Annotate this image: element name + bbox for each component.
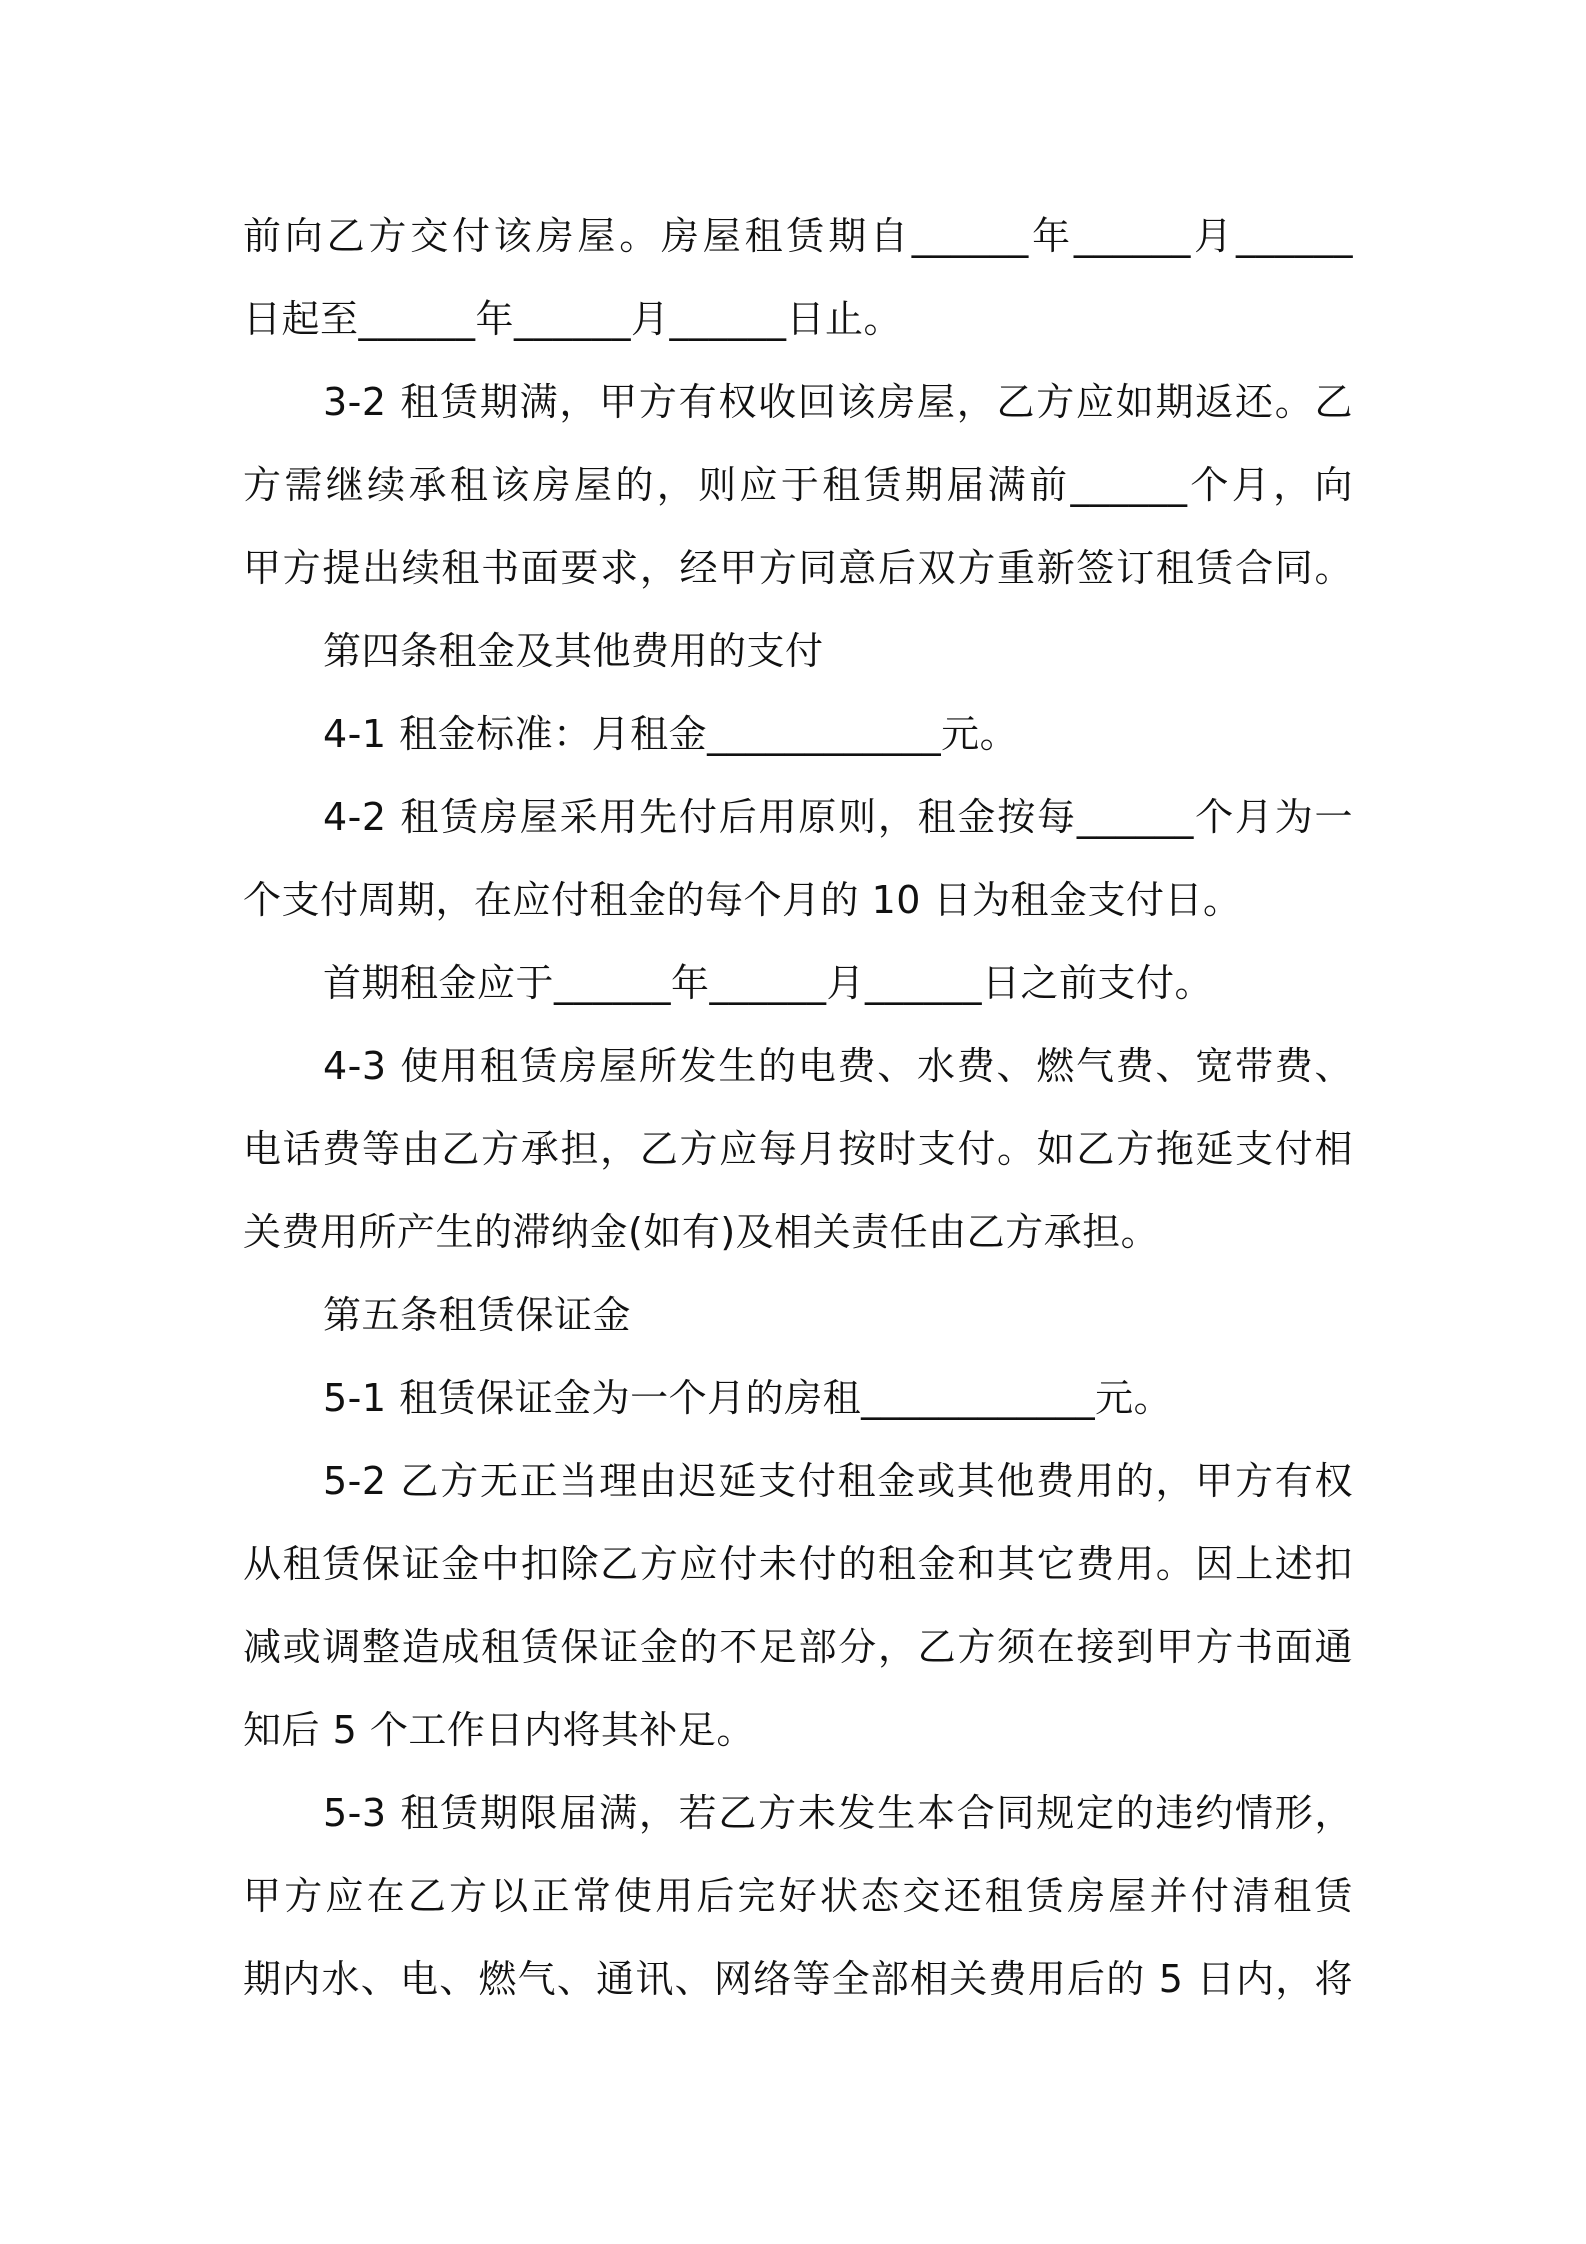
document-body bbox=[243, 195, 1353, 2021]
text-line: 首期租金应于______年______月______日之前支付。 bbox=[323, 961, 1214, 1005]
clause-5-2: 5-2 乙方无正当理由迟延支付租金或其他费用的，甲方有权 bbox=[323, 1459, 1353, 1503]
section-heading-5: 第五条租赁保证金 bbox=[323, 1293, 632, 1337]
text-line: 期内水、电、燃气、通讯、网络等全部相关费用后的 5 日内，将 bbox=[243, 1957, 1353, 2001]
text-line: 减或调整造成租赁保证金的不足部分，乙方须在接到甲方书面通 bbox=[243, 1625, 1353, 1669]
section-heading-4: 第四条租金及其他费用的支付 bbox=[323, 629, 824, 673]
text-line: 关费用所产生的滞纳金(如有)及相关责任由乙方承担。 bbox=[243, 1210, 1160, 1254]
clause-5-3: 5-3 租赁期限届满，若乙方未发生本合同规定的违约情形， bbox=[323, 1791, 1353, 1835]
clause-4-1: 4-1 租金标准：月租金____________元。 bbox=[323, 712, 1019, 756]
text-line: 日起至______年______月______日止。 bbox=[243, 297, 903, 341]
clause-4-3: 4-3 使用租赁房屋所发生的电费、水费、燃气费、宽带费、 bbox=[323, 1044, 1353, 1088]
text-line: 前向乙方交付该房屋。房屋租赁期自______年______月______ bbox=[243, 214, 1353, 258]
text-line: 方需继续承租该房屋的，则应于租赁期届满前______个月，向 bbox=[243, 463, 1353, 507]
text-line: 从租赁保证金中扣除乙方应付未付的租金和其它费用。因上述扣 bbox=[243, 1542, 1353, 1586]
text-line: 个支付周期，在应付租金的每个月的 10 日为租金支付日。 bbox=[243, 878, 1242, 922]
text-line: 甲方应在乙方以正常使用后完好状态交还租赁房屋并付清租赁 bbox=[243, 1874, 1353, 1918]
text-line: 甲方提出续租书面要求，经甲方同意后双方重新签订租赁合同。 bbox=[243, 546, 1353, 590]
clause-4-2: 4-2 租赁房屋采用先付后用原则，租金按每______个月为一 bbox=[323, 795, 1353, 839]
text-line: 电话费等由乙方承担，乙方应每月按时支付。如乙方拖延支付相 bbox=[243, 1127, 1353, 1171]
clause-3-2: 3-2 租赁期满，甲方有权收回该房屋，乙方应如期返还。乙 bbox=[323, 380, 1353, 424]
text-line: 知后 5 个工作日内将其补足。 bbox=[243, 1708, 755, 1752]
clause-5-1: 5-1 租赁保证金为一个月的房租____________元。 bbox=[323, 1376, 1173, 1420]
